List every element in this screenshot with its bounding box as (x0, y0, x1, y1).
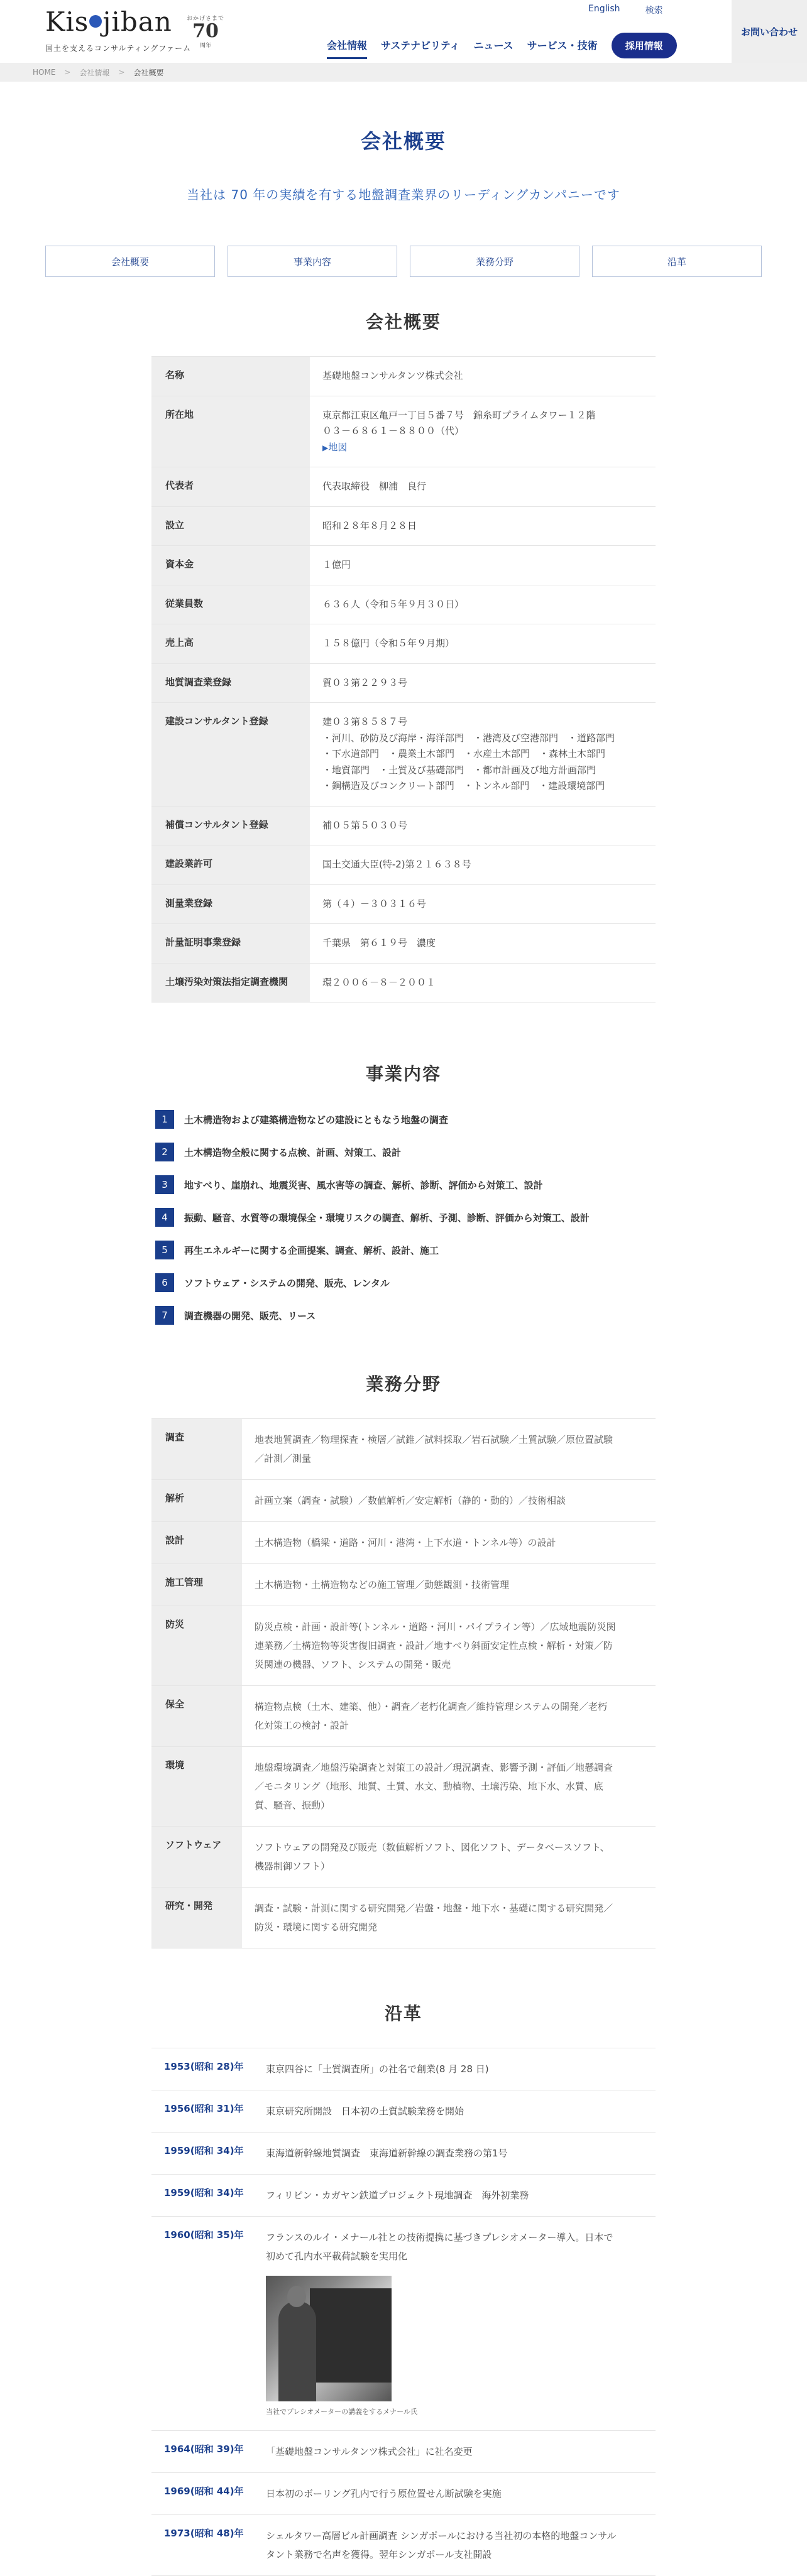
business-list (155, 1103, 652, 1332)
profile-label: 建設業許可 (151, 845, 310, 884)
profile-row (151, 396, 656, 468)
history-year: 1960(昭和 35)年 (164, 2229, 244, 2241)
history-text-line: シェルタワー高層ビル計画調査 シンガポールにおける当社初の本格的地盤コンサル (266, 2530, 617, 2541)
profile-row (151, 507, 656, 546)
photo-person-head (287, 2286, 306, 2307)
anniversary-number: 70 (192, 20, 219, 42)
history-text-line: 初めて孔内水平載荷試験を実用化 (266, 2251, 408, 2262)
profile-value-line: 昭和２８年８月２８日 (322, 519, 417, 531)
business-text: 土木構造物および建築構造物などの建設にともなう地盤の調査 (184, 1114, 449, 1126)
field-value-line: 計画立案（調査・試験）／数値解析／安定解析（静的・動的）／技術相談 (255, 1495, 566, 1506)
breadcrumb-home[interactable]: HOME (33, 68, 56, 77)
business-item (155, 1299, 652, 1332)
breadcrumb-separator-icon: > (64, 68, 71, 77)
field-value-line: 機器制御ソフト） (255, 1861, 331, 1872)
profile-label: 代表者 (151, 467, 310, 506)
history-section-title: 沿革 (384, 2003, 422, 2024)
profile-value-line: ・鋼構造及びコンクリート部門 ・トンネル部門 ・建設環境部門 (322, 780, 605, 791)
history-text (266, 2228, 643, 2419)
nav-news[interactable]: ニュース (473, 39, 513, 52)
profile-label: 設立 (151, 507, 310, 546)
business-item (155, 1136, 652, 1168)
profile-row (151, 964, 656, 1003)
anniversary-small: おかげさまで (186, 16, 224, 22)
profile-value-line: 基礎地盤コンサルタンツ株式会社 (322, 370, 463, 381)
profile-value (310, 396, 656, 467)
profile-label: 資本金 (151, 546, 310, 585)
profile-value-line: 千葉県 第６１９号 濃度 (322, 937, 436, 948)
logo-tagline: 国土を支えるコンサルティングファーム (45, 44, 191, 53)
profile-label: 建設コンサルタント登録 (151, 703, 310, 806)
profile-row (151, 357, 656, 396)
field-value-line: 連業務／土構造物等災害復旧調査・設計／地すべり斜面安定性点検・解析・対策／防 (255, 1640, 613, 1651)
field-value-line: 土木構造物・土構造物などの施工管理／動態観測・技術管理 (255, 1579, 510, 1590)
profile-value-line: １５８億円（令和５年９月期） (322, 638, 455, 649)
profile-row (151, 624, 656, 664)
profile-value-line: ・地質部門 ・土質及び基礎部門 ・都市計画及び地方計画部門 (322, 764, 596, 776)
profile-section-title: 会社概要 (365, 312, 441, 332)
history-row (151, 2133, 656, 2175)
history-row (151, 2048, 656, 2090)
tab-fields[interactable]: 業務分野 (410, 246, 579, 277)
business-item (155, 1103, 652, 1136)
field-row (151, 1480, 656, 1522)
profile-value-line: 質０３第２２９３号 (322, 677, 408, 688)
anniversary-unit: 周年 (199, 43, 211, 49)
field-value (242, 1564, 656, 1606)
profile-value (310, 585, 656, 624)
photo-person (278, 2301, 316, 2401)
breadcrumb-separator-icon: > (118, 68, 125, 77)
profile-value (310, 964, 656, 1003)
profile-value (310, 664, 656, 703)
profile-table (151, 356, 656, 1003)
utility-links (588, 4, 663, 16)
nav-services[interactable]: サービス・技術 (527, 39, 598, 52)
history-year: 1953(昭和 28)年 (164, 2061, 244, 2072)
history-year: 1969(昭和 44)年 (164, 2486, 244, 2497)
field-value (242, 1888, 656, 1948)
page-title: 会社概要 (360, 129, 446, 153)
contact-button[interactable]: お問い合わせ (732, 0, 807, 63)
business-text: 土木構造物全般に関する点検、計画、対策工、設計 (184, 1146, 402, 1158)
history-year: 1959(昭和 34)年 (164, 2187, 244, 2198)
field-row (151, 1747, 656, 1827)
business-text: 調査機器の開発、販売、リース (184, 1310, 316, 1322)
field-value-line: ソフトウェアの開発及び販売（数値解析ソフト、図化ソフト、データベースソフト、 (255, 1842, 610, 1853)
field-value-line: 質、騒音、振動） (255, 1800, 331, 1811)
profile-row (151, 546, 656, 585)
history-text-line: 東海道新幹線地質調査 東海道新幹線の調査業務の第1号 (266, 2148, 508, 2159)
profile-label: 測量業登録 (151, 885, 310, 924)
profile-value (310, 624, 656, 663)
nav-company[interactable]: 会社情報 (327, 38, 367, 59)
profile-value-line: 国土交通大臣(特-2)第２１６３８号 (322, 859, 471, 870)
tab-overview[interactable]: 会社概要 (45, 246, 215, 277)
field-value-line: 地表地質調査／物理探査・検層／試錐／試料採取／岩石試験／土質試験／原位置試験 (255, 1434, 613, 1445)
field-value-line: 防災・環境に関する研究開発 (255, 1921, 378, 1933)
logo-wordmark (45, 6, 191, 37)
search-link[interactable]: 検索 (645, 6, 663, 16)
field-value-line: 構造物点検（土木、建築、他）・調査／老朽化調査／維持管理システムの開発／老朽 (255, 1701, 608, 1712)
history-text (266, 2144, 643, 2163)
field-value (242, 1747, 656, 1826)
profile-value (310, 703, 656, 806)
profile-label: 土壌汚染対策法指定調査機関 (151, 964, 310, 1003)
field-label: 保全 (151, 1686, 242, 1746)
photo-caption: 当社でプレシオメーターの講義をするメナール氏 (266, 2408, 417, 2416)
profile-value-line: 東京都江東区亀戸一丁目５番７号 錦糸町プライムタワー１２階 (322, 409, 596, 421)
field-row (151, 1606, 656, 1686)
business-text: ソフトウェア・システムの開発、販売、レンタル (184, 1277, 390, 1289)
profile-value-line: 建０３第８５８７号 (322, 716, 408, 727)
business-number-badge: 2 (155, 1143, 174, 1161)
breadcrumb-company[interactable]: 会社情報 (79, 68, 110, 77)
business-section-title: 事業内容 (365, 1063, 441, 1084)
profile-row (151, 807, 656, 846)
profile-row (151, 924, 656, 964)
profile-row (151, 885, 656, 925)
breadcrumb-current: 会社概要 (133, 68, 164, 77)
field-label: ソフトウェア (151, 1827, 242, 1887)
history-text-line: 日本初のボーリング孔内で行う原位置せん断試験を実施 (266, 2488, 502, 2499)
field-value-line: 化対策工の検討・設計 (255, 1720, 349, 1731)
profile-value (310, 885, 656, 924)
history-text-line: 東京四谷に「土質調査所」の社名で創業(8 月 28 日) (266, 2063, 489, 2075)
profile-value (310, 924, 656, 963)
profile-value (310, 546, 656, 585)
history-table (151, 2048, 656, 2576)
profile-row (151, 467, 656, 507)
history-year: 1956(昭和 31)年 (164, 2103, 244, 2114)
history-year: 1973(昭和 48)年 (164, 2528, 244, 2539)
business-item (155, 1168, 652, 1201)
profile-value-line: １億円 (322, 559, 351, 570)
field-row (151, 1827, 656, 1888)
field-value-line: 地盤環境調査／地盤汚染調査と対策工の設計／現況調査、影響予測・評価／地懸調査 (255, 1762, 613, 1773)
field-value (242, 1686, 656, 1746)
field-label: 設計 (151, 1522, 242, 1563)
business-number-badge: 3 (155, 1175, 174, 1194)
field-value-line: 土木構造物（橋梁・道路・河川・港湾・上下水道・トンネル等）の設計 (255, 1537, 556, 1548)
history-text-line: 「基礎地盤コンサルタンツ株式会社」に社名変更 (266, 2446, 473, 2457)
field-label: 環境 (151, 1747, 242, 1826)
profile-value (310, 507, 656, 546)
profile-value (310, 467, 656, 506)
nav-sustainability[interactable]: サステナビリティ (381, 39, 460, 52)
history-row (151, 2473, 656, 2515)
history-text (266, 2186, 643, 2205)
field-value-line: 防災点検・計画・設計等(トンネル・道路・河川・パイプライン等）／広域地震防災関 (255, 1621, 616, 1633)
field-row (151, 1564, 656, 1606)
profile-value-line: ６３６人（令和５年９月３０日） (322, 598, 464, 610)
business-item (155, 1234, 652, 1266)
profile-label: 地質調査業登録 (151, 664, 310, 703)
business-number-badge: 1 (155, 1110, 174, 1129)
field-value (242, 1419, 656, 1479)
business-number-badge: 7 (155, 1306, 174, 1325)
profile-value (310, 807, 656, 845)
recruit-button[interactable]: 採用情報 (612, 33, 677, 58)
history-text (266, 2484, 643, 2503)
field-row (151, 1419, 656, 1480)
profile-row (151, 703, 656, 807)
history-text-line: 東京研究所開設 日本初の土質試験業務を開始 (266, 2106, 464, 2117)
logo-text-left: Kis (45, 6, 89, 37)
page-lead: 当社は 70 年の実績を有する地盤調査業界のリーディングカンパニーです (187, 187, 620, 202)
field-row (151, 1888, 656, 1948)
fields-table (151, 1418, 656, 1948)
field-label: 調査 (151, 1419, 242, 1479)
business-text: 再生エネルギーに関する企画提案、調査、解析、設計、施工 (184, 1244, 439, 1256)
field-label: 施工管理 (151, 1564, 242, 1606)
history-row (151, 2431, 656, 2473)
photo-blackboard (310, 2288, 392, 2383)
profile-value-line: 第（４）－３０３１６号 (322, 898, 427, 910)
field-label: 防災 (151, 1606, 242, 1685)
global-nav (327, 35, 677, 61)
history-text (266, 2102, 643, 2121)
profile-label: 売上高 (151, 624, 310, 663)
history-text (266, 2060, 643, 2079)
profile-value-line: 補０５第５０３０号 (322, 819, 408, 831)
business-item (155, 1201, 652, 1234)
history-text (266, 2442, 643, 2461)
business-number-badge: 4 (155, 1208, 174, 1227)
history-row (151, 2090, 656, 2133)
field-value-line: 調査・試験・計測に関する研究開発／岩盤・地盤・地下水・基礎に関する研究開発／ (255, 1903, 613, 1914)
profile-value-line: 代表取締役 柳浦 良行 (322, 481, 427, 492)
tab-history[interactable]: 沿革 (592, 246, 762, 277)
profile-value-line: ０３－６８６１－８８００（代） (322, 425, 464, 437)
tab-business[interactable]: 事業内容 (228, 246, 397, 277)
profile-value (310, 845, 656, 884)
history-row (151, 2175, 656, 2217)
field-row (151, 1686, 656, 1747)
profile-label: 所在地 (151, 396, 310, 467)
english-link[interactable]: English (588, 4, 620, 14)
anniversary-mark (186, 14, 225, 49)
profile-label: 従業員数 (151, 585, 310, 624)
profile-row (151, 585, 656, 625)
history-year: 1964(昭和 39)年 (164, 2443, 244, 2455)
history-text-line: フランスのルイ・メナール社との技術提携に基づきプレシオメーター導入。日本で (266, 2232, 613, 2243)
profile-label: 計量証明事業登録 (151, 924, 310, 963)
breadcrumb (0, 63, 807, 82)
business-text: 地すべり、崖崩れ、地震災害、風水害等の調査、解析、診断、評価から対策工、設計 (184, 1179, 543, 1191)
history-row (151, 2217, 656, 2431)
field-label: 解析 (151, 1480, 242, 1521)
fields-section-title: 業務分野 (365, 1374, 441, 1394)
history-year: 1959(昭和 34)年 (164, 2145, 244, 2156)
history-text-line: タント業務で名声を獲得。翌年シンガポール支社開設 (266, 2549, 492, 2560)
history-photo (266, 2276, 392, 2401)
profile-label: 補償コンサルタント登録 (151, 807, 310, 845)
field-value-line: 災関連の機器、ソフト、システムの開発・販売 (255, 1659, 451, 1670)
field-value-line: ／モニタリング（地形、地質、土質、水文、動植物、土壌汚染、地下水、水質、底 (255, 1781, 603, 1792)
profile-value-line: 環２００６－８－２００１ (322, 976, 436, 988)
globe-icon (89, 15, 102, 28)
profile-label: 名称 (151, 357, 310, 396)
business-number-badge: 6 (155, 1273, 174, 1292)
map-link[interactable]: ▶ 地図 (322, 440, 643, 456)
field-value (242, 1827, 656, 1887)
anchor-tabs (45, 246, 762, 277)
profile-value-line: ・河川、砂防及び海岸・海洋部門 ・港湾及び空港部門 ・道路部門 (322, 732, 615, 744)
field-value (242, 1606, 656, 1685)
field-value (242, 1480, 656, 1521)
site-logo[interactable] (45, 6, 191, 53)
field-row (151, 1522, 656, 1564)
profile-value-line: ・下水道部門 ・農業土木部門 ・水産土木部門 ・森林土木部門 (322, 748, 606, 759)
profile-row (151, 664, 656, 704)
business-text: 振動、騒音、水質等の環境保全・環境リスクの調査、解析、予測、診断、評価から対策工、設計 (184, 1212, 590, 1224)
history-row (151, 2515, 656, 2576)
history-text-line: フィリピン・カガヤン鉄道プロジェクト現地調査 海外初業務 (266, 2190, 529, 2201)
field-label: 研究・開発 (151, 1888, 242, 1948)
field-value-line: ／計測／測量 (255, 1453, 312, 1464)
profile-row (151, 845, 656, 885)
site-header (0, 0, 807, 63)
history-text (266, 2526, 643, 2564)
field-value (242, 1522, 656, 1563)
business-number-badge: 5 (155, 1241, 174, 1259)
business-item (155, 1266, 652, 1299)
logo-text-right: jiban (102, 6, 172, 37)
profile-value (310, 357, 656, 396)
